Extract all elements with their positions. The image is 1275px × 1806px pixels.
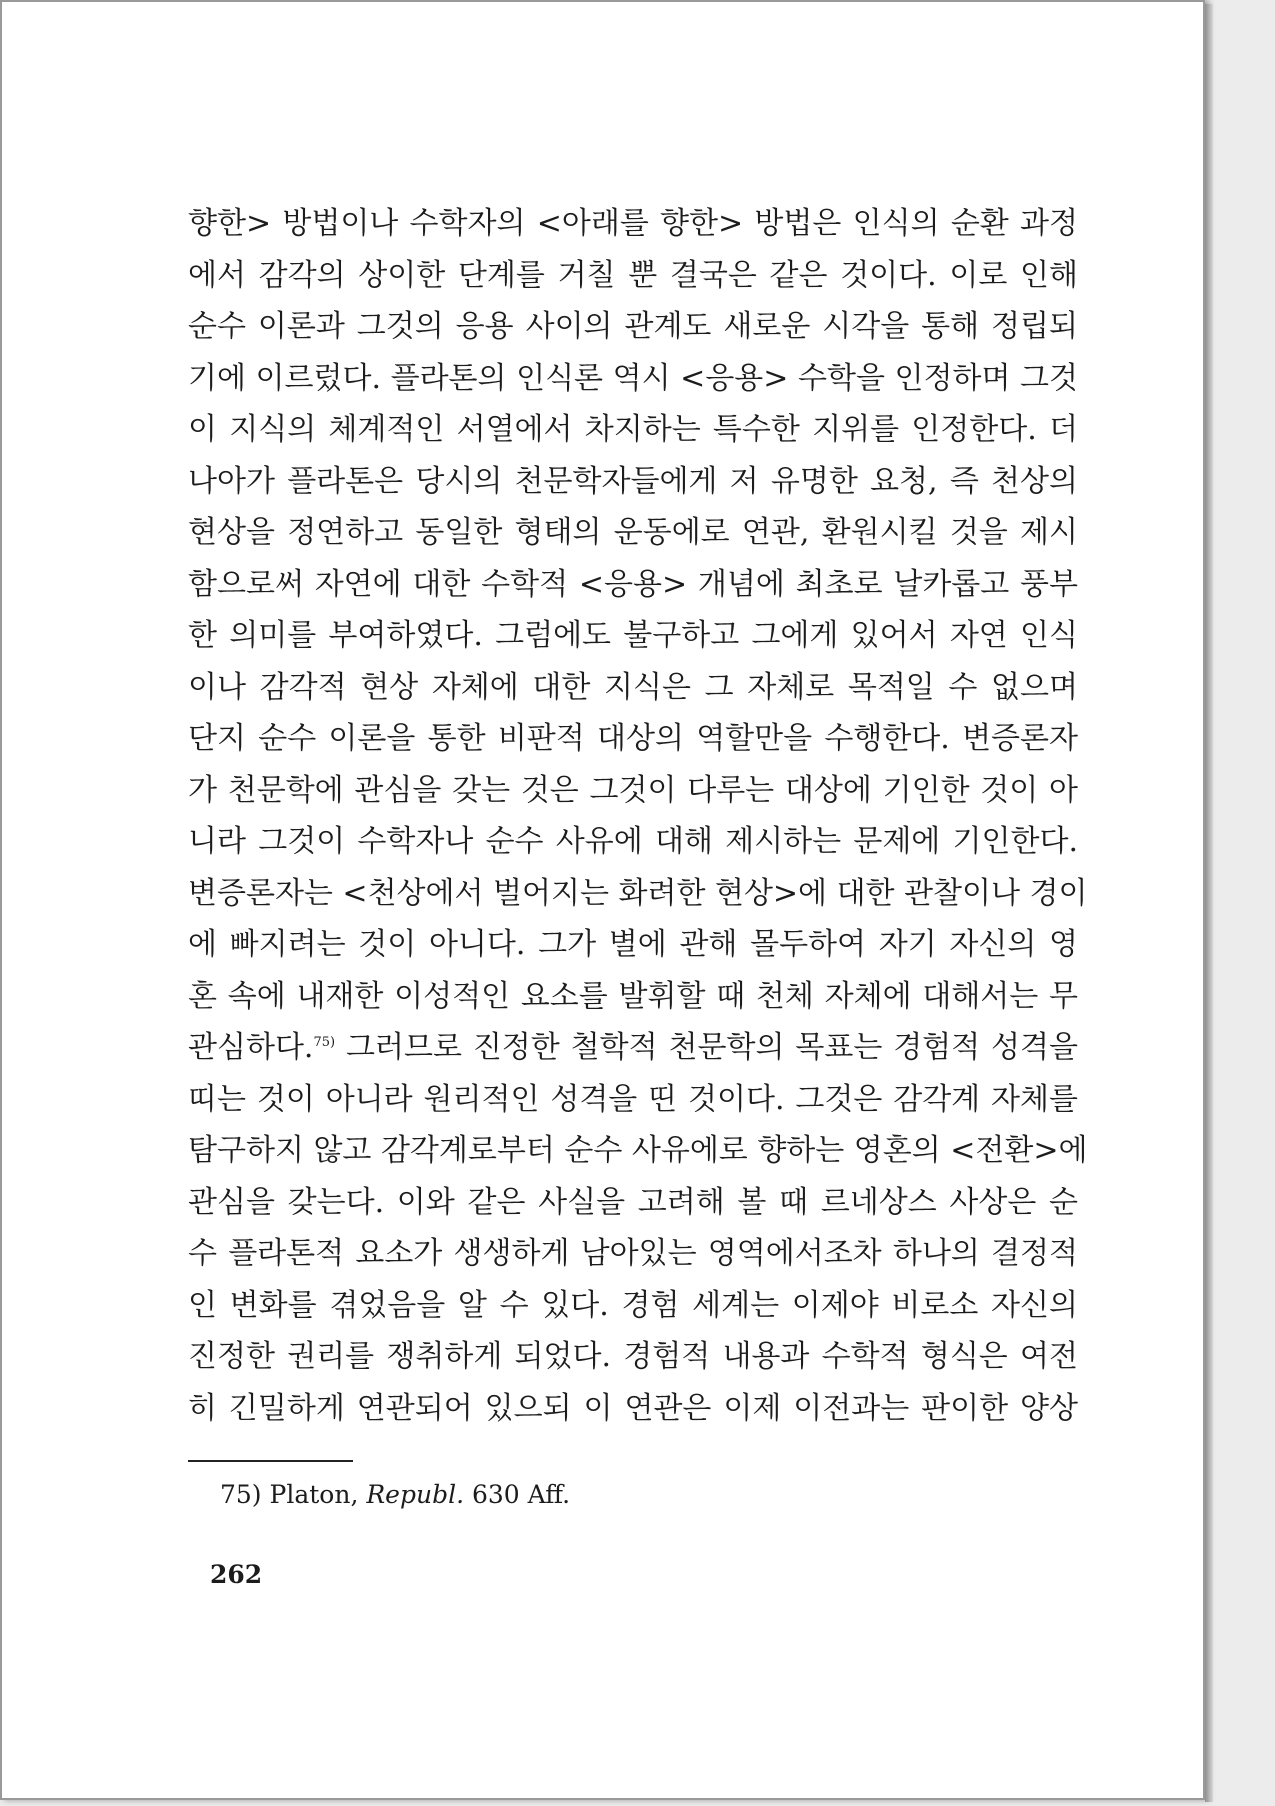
text-segment: 관심하다. [188,1030,314,1065]
footnote-work: Republ. [366,1480,465,1509]
text-line: 한 의미를 부여하였다. 그럼에도 불구하고 그에게 있어서 자연 인식 [188,618,1078,653]
footnote-ref: 630 Aff. [471,1480,571,1509]
text-line: 인 변화를 겪었음을 알 수 있다. 경험 세계는 이제야 비로소 자신의 [188,1287,1078,1323]
text-line: 가 천문학에 관심을 갖는 것은 그것이 다루는 대상에 기인한 것이 아 [188,772,1078,808]
body-text [188,198,1088,1434]
text-line: 변증론자는 <천상에서 벌어지는 화려한 현상>에 대한 관찰이나 경이 [188,875,1088,911]
text-line: 단지 순수 이론을 통한 비판적 대상의 역할만을 수행한다. 변증론자 [188,721,1078,756]
text-line: 향한> 방법이나 수학자의 <아래를 향한> 방법은 인식의 순환 과정 [188,206,1078,241]
text-line: 진정한 권리를 쟁취하게 되었다. 경험적 내용과 수학적 형식은 여전 [188,1339,1078,1374]
text-line: 관심을 갖는다. 이와 같은 사실을 고려해 볼 때 르네상스 사상은 순 [188,1184,1078,1220]
text-line: 에 빠지려는 것이 아니다. 그가 별에 관해 몰두하여 자기 자신의 영 [188,927,1078,962]
text-line: 히 긴밀하게 연관되어 있으되 이 연관은 이제 이전과는 판이한 양상 [188,1390,1078,1426]
text-line: 순수 이론과 그것의 응용 사이의 관계도 새로운 시각을 통해 정립되 [188,309,1078,344]
text-line: 니라 그것이 수학자나 순수 사유에 대해 제시하는 문제에 기인한다. [188,824,1078,859]
text-line: 띠는 것이 아니라 원리적인 성격을 띤 것이다. 그것은 감각계 자체를 [188,1081,1078,1117]
text-line: 나아가 플라톤은 당시의 천문학자들에게 저 유명한 요청, 즉 천상의 [188,463,1078,499]
text-line: 에서 감각의 상이한 단계를 거칠 뿐 결국은 같은 것이다. 이로 인해 [188,257,1078,293]
text-segment: 그러므로 진정한 철학적 천문학의 목표는 경험적 성격을 [335,1030,1078,1065]
footnote-reference[interactable]: 75) [313,1035,336,1050]
footnote-number: 75) [220,1480,262,1509]
text-line: 탐구하지 않고 감각계로부터 순수 사유에로 향하는 영혼의 <전환>에 [188,1133,1088,1168]
text-line: 기에 이르렀다. 플라톤의 인식론 역시 <응용> 수학을 인정하며 그것 [188,360,1078,396]
page-number: 262 [210,1560,263,1589]
text-line: 이나 감각적 현상 자체에 대한 지식은 그 자체로 목적일 수 없으며 [188,669,1078,705]
footnote-divider [188,1460,353,1462]
text-line: 현상을 정연하고 동일한 형태의 운동에로 연관, 환원시킬 것을 제시 [188,515,1078,550]
page-edge-shadow [1205,4,1213,1802]
text-line-with-footnote-ref [188,1022,1078,1074]
text-line: 혼 속에 내재한 이성적인 요소를 발휘할 때 천체 자체에 대해서는 무 [188,978,1078,1014]
text-line: 이 지식의 체계적인 서열에서 차지하는 특수한 지위를 인정한다. 더 [188,412,1078,447]
footnote-author: Platon, [269,1480,359,1509]
text-line: 함으로써 자연에 대한 수학적 <응용> 개념에 최초로 날카롭고 풍부 [188,566,1078,602]
footnote [220,1480,570,1509]
text-line: 수 플라톤적 요소가 생생하게 남아있는 영역에서조차 하나의 결정적 [188,1236,1078,1271]
